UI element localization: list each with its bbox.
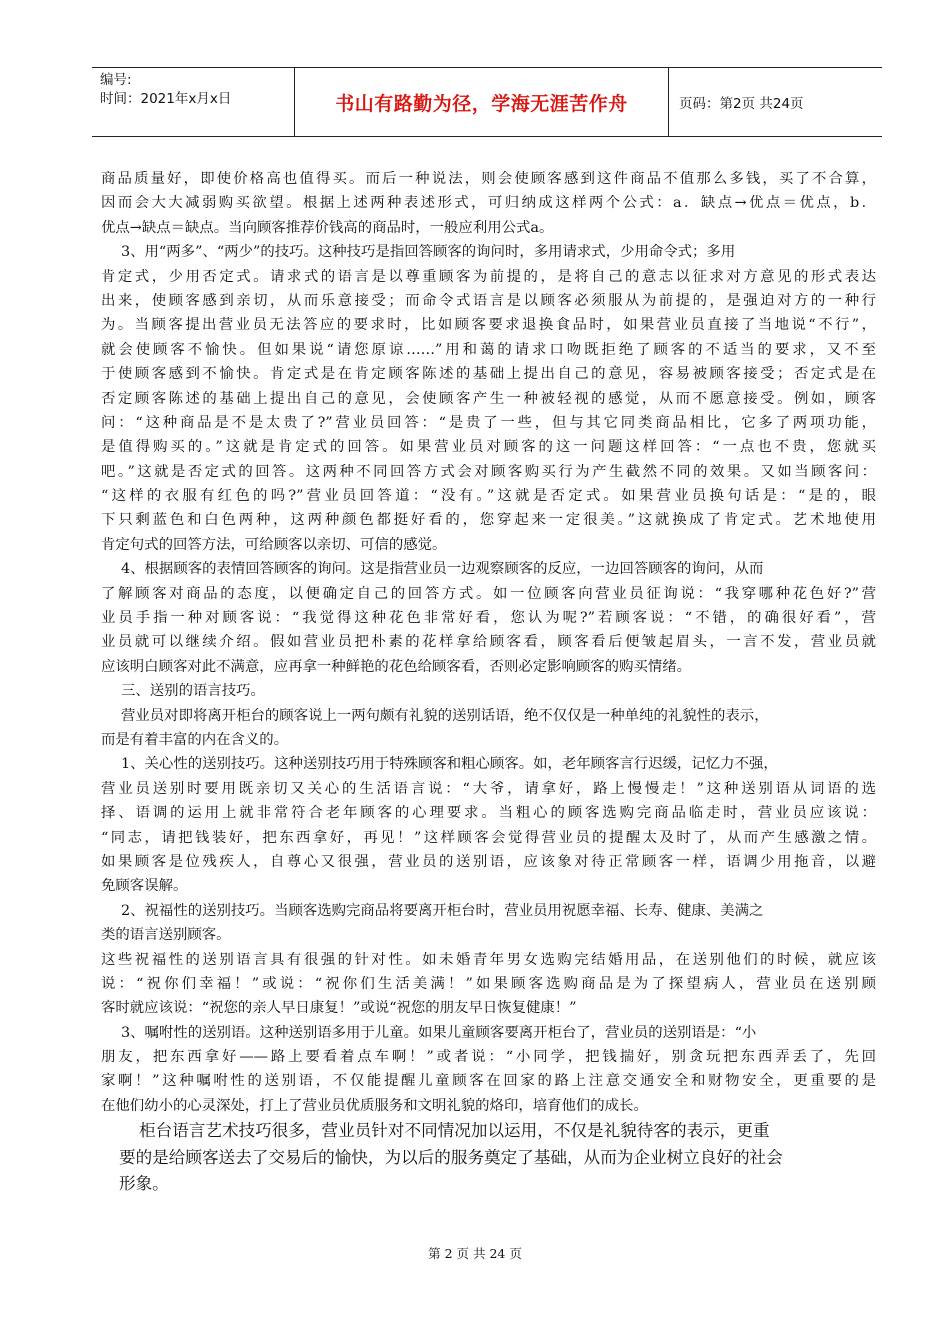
- text-line: 朋友，把东西拿好——路上要看着点车啊！”或者说：“小同学，把钱揣好，别贪玩把东西弄丢了，先回: [101, 1049, 876, 1066]
- text-line: “同志，请把钱装好，把东西拿好，再见！”这样顾客会觉得营业员的提醒太及时了，从而产生感激之情。: [101, 829, 876, 846]
- page-header: [92, 67, 882, 137]
- text-line: 优点→缺点＝缺点。当向顾客推荐价钱高的商品时，一般应利用公式a。: [101, 219, 554, 236]
- header-motto: 书山有路勤为径，学海无涯苦作舟: [295, 68, 669, 136]
- text-line: 营业员对即将离开柜台的顾客说上一两句颇有礼貌的送别话语，绝不仅仅是一种单纯的礼貌性的表示，: [121, 707, 769, 724]
- text-line: 柜台语言艺术技巧很多，营业员针对不同情况加以运用，不仅是礼貌待客的表示，更重: [139, 1121, 770, 1141]
- text-line: 3、用“两多”、“两少”的技巧。这种技巧是指回答顾客的询问时，多用请求式，少用命令式；多用: [121, 244, 736, 261]
- text-line: 4、根据顾客的表情回答顾客的询问。这是指营业员一边观察顾客的反应，一边回答顾客的询问，从而: [121, 561, 764, 578]
- text-line: 肯定句式的回答方法，可给顾客以亲切、可信的感觉。: [101, 536, 447, 553]
- text-line: 就会使顾客不愉快。但如果说“请您原谅……”用和蔼的请求口吻既拒绝了顾客的不适当的要求，又不至: [101, 341, 876, 358]
- text-line: 为。当顾客提出营业员无法答应的要求时，比如顾客要求退换食品时，如果营业员直接了当地说“不行”，: [101, 317, 876, 334]
- text-line: 1、关心性的送别技巧。这种送别技巧用于特殊顾客和粗心顾客。如，老年顾客言行迟缓，记忆力不强，: [121, 756, 778, 773]
- text-line: 形象。: [119, 1174, 169, 1194]
- text-line: 这些祝福性的送别语言具有很强的针对性。如未婚青年男女选购完结婚用品，在送别他们的时候，就应该: [101, 951, 876, 968]
- text-line: 因而会大大减弱购买欲望。根据上述两种表述形式，可归纳成这样两个公式：a．缺点→优点＝优点，b．: [101, 195, 876, 212]
- text-line: 了解顾客对商品的态度，以便确定自己的回答方式。如一位顾客向营业员征询说：“我穿哪种花色好?”营: [101, 585, 876, 602]
- text-line: 应该明白顾客对此不满意，应再拿一种鲜艳的花色给顾客看，否则必定影响顾客的购买情绪。: [101, 658, 692, 675]
- text-line: 商品质量好，即使价格高也值得买。而后一种说法，则会使顾客感到这件商品不值那么多钱，买了不合算，: [101, 171, 876, 187]
- text-line: 营业员送别时要用既亲切又关心的生活语言说：“大爷，请拿好，路上慢慢走！”这种送别语从词语的选: [101, 780, 876, 797]
- text-line: 要的是给顾客送去了交易后的愉快，为以后的服务奠定了基础，从而为企业树立良好的社会: [119, 1147, 783, 1167]
- text-line: 吧。”这就是否定式的回答。这两种不同回答方式会对顾客购买行为产生截然不同的效果。又如当顾客问：: [101, 463, 876, 480]
- text-line: 说：“祝你们幸福！”或说：“祝你们生活美满！”如果顾客选购商品是为了探望病人，营业员在送别顾: [101, 975, 876, 992]
- document-time-label: 时间：2021年x月x日: [100, 91, 232, 107]
- text-line: 三、送别的语言技巧。: [121, 683, 265, 700]
- text-line: 问：“这种商品是不是太贵了?”营业员回答：“是贵了一些，但与其它同类商品相比，它多了两项功能，: [101, 414, 876, 431]
- text-line: 如果顾客是位残疾人，自尊心又很强，营业员的送别语，应该象对待正常顾客一样，语调少用拖音，以避: [101, 853, 876, 870]
- header-meta: [92, 68, 295, 136]
- text-line: 业员就可以继续介绍。假如营业员把朴素的花样拿给顾客看，顾客看后便皱起眉头，一言不发，营业员就: [101, 634, 876, 651]
- document-body: [101, 167, 876, 1197]
- text-line: 于使顾客感到不愉快。肯定式是在肯定顾客陈述的基础上提出自己的意见，容易被顾客接受；否定式是在: [101, 366, 876, 383]
- text-line: 3、嘱咐性的送别语。这种送别语多用于儿童。如果儿童顾客要离开柜台了，营业员的送别语是：“小: [121, 1024, 757, 1041]
- text-line: 家啊！”这种嘱咐性的送别语，不仅能提醒儿童顾客在回家的路上注意交通安全和财物安全，更重要的是: [101, 1073, 876, 1090]
- text-line: 在他们幼小的心灵深处，打上了营业员优质服务和文明礼貌的烙印，培育他们的成长。: [101, 1097, 648, 1114]
- text-line: 客时就应该说：“祝您的亲人早日康复！”或说“祝您的朋友早日恢复健康！”: [101, 1000, 577, 1017]
- header-page-info: 页码：第2页 共24页: [679, 96, 804, 112]
- text-line: 肯定式，少用否定式。请求式的语言是以尊重顾客为前提的，是将自己的意志以征求对方意见的形式表达: [101, 268, 876, 285]
- text-line: 择、语调的运用上就非常符合老年顾客的心理要求。当粗心的顾客选购完商品临走时，营业员应该说：: [101, 805, 876, 822]
- document-number-label: 编号:: [100, 72, 132, 88]
- text-line: 下只剩蓝色和白色两种，这两种颜色都挺好看的，您穿起来一定很美。”这就换成了肯定式。艺术地使用: [101, 512, 876, 529]
- text-line: 类的语言送别顾客。: [101, 927, 231, 944]
- text-line: “这样的衣服有红色的吗?”营业员回答道：“没有。”这就是否定式。如果营业员换句话是：“是的，眼: [101, 488, 876, 505]
- text-line: 免顾客误解。: [101, 878, 188, 895]
- text-line: 是值得购买的。”这就是肯定式的回答。如果营业员对顾客的这一问题这样回答：“一点也不贵，您就买: [101, 439, 876, 456]
- text-line: 2、祝福性的送别技巧。当顾客选购完商品将要离开柜台时，营业员用祝愿幸福、长寿、健康、美满之: [121, 902, 764, 919]
- text-line: 否定顾客陈述的基础上提出自己的意见，会使顾客产生一种被轻视的感觉，从而不愿意接受。例如，顾客: [101, 390, 876, 407]
- page-footer: 第 2 页 共 24 页: [428, 1246, 522, 1261]
- text-line: 业员手指一种对顾客说：“我觉得这种花色非常好看，您认为呢?”若顾客说：“不错，的确很好看”，营: [101, 610, 876, 627]
- text-line: 而是有着丰富的内在含义的。: [101, 731, 289, 748]
- text-line: 出来，使顾客感到亲切，从而乐意接受；而命令式语言是以顾客必须服从为前提的，是强迫对方的一种行: [101, 292, 876, 309]
